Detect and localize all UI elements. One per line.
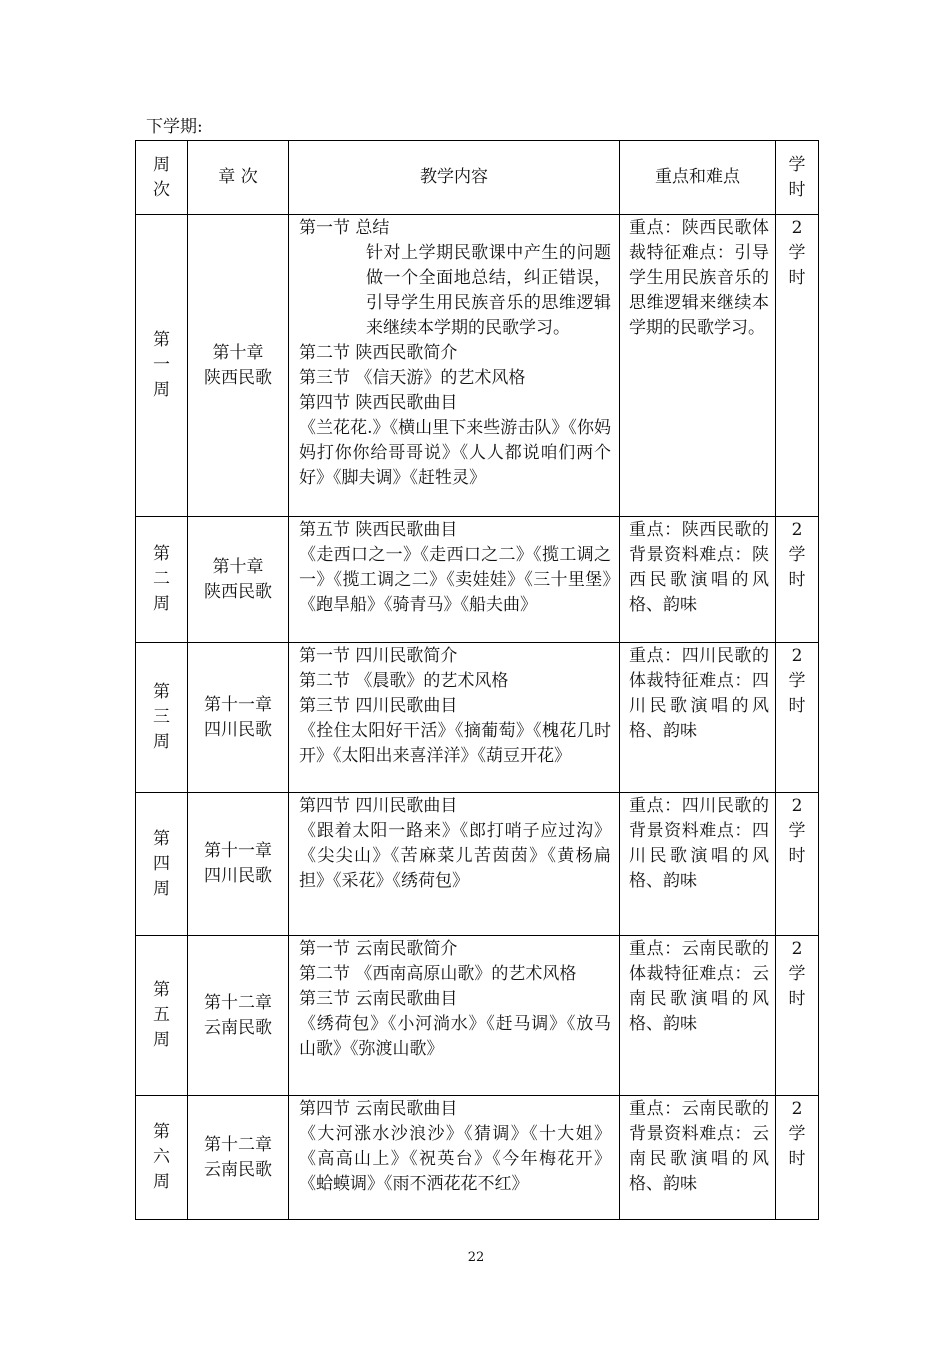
section-title: 第四节 云南民歌曲目 [299, 1099, 458, 1119]
header-chapter: 章 次 [188, 141, 289, 215]
content-cell [289, 936, 620, 1096]
teaching-plan-table [135, 140, 819, 1220]
hours-cell: 2 学 时 [776, 1096, 819, 1220]
section-title: 第五节 陕西民歌曲目 [299, 520, 458, 540]
content-cell [289, 517, 620, 643]
chapter-cell [188, 215, 289, 517]
chapter-cell [188, 1096, 289, 1220]
chapter-number: 第十二章 [204, 1134, 272, 1155]
week-cell: 第三周 [136, 643, 188, 793]
table-row [136, 1096, 819, 1220]
table-row [136, 215, 819, 517]
keypoints-cell: 重点：陕西民歌体裁特征难点：引导学生用民族音乐的思维逻辑来继续本学期的民歌学习。 [620, 215, 776, 517]
section-title: 第一节 云南民歌简介 [299, 939, 458, 959]
chapter-title: 四川民歌 [204, 719, 272, 740]
hours-cell: 2 学 时 [776, 215, 819, 517]
week-cell: 第六周 [136, 1096, 188, 1220]
header-week: 周次 [136, 141, 188, 215]
chapter-cell [188, 936, 289, 1096]
chapter-number: 第十二章 [204, 992, 272, 1013]
table-row [136, 936, 819, 1096]
keypoints-cell: 重点：云南民歌的背景资料难点：云南民歌演唱的风格、韵味 [620, 1096, 776, 1220]
chapter-number: 第十章 [212, 556, 264, 577]
chapter-cell [188, 517, 289, 643]
week-cell: 第四周 [136, 793, 188, 936]
header-content: 教学内容 [289, 141, 620, 215]
section-title: 第三节 四川民歌曲目 [299, 696, 458, 716]
section-title: 第四节 四川民歌曲目 [299, 796, 458, 816]
keypoints-cell: 重点：四川民歌的体裁特征难点：四川民歌演唱的风格、韵味 [620, 643, 776, 793]
hours-cell: 2 学 时 [776, 936, 819, 1096]
section-title: 第一节 总结 [299, 218, 390, 238]
chapter-title: 云南民歌 [204, 1017, 272, 1038]
song-list: 《拴住太阳好干活》《摘葡萄》《槐花几时开》《太阳出来喜洋洋》《葫豆开花》 [299, 721, 611, 766]
song-list: 《跟着太阳一路来》《郎打哨子应过沟》《尖尖山》《苦麻菜儿苦茵茵》《黄杨扁担》《采花》《绣荷包》 [299, 821, 611, 891]
chapter-number: 第十章 [212, 342, 264, 363]
section-description: 针对上学期民歌课中产生的问题做一个全面地总结，纠正错误，引导学生用民族音乐的思维逻辑来继续本学期的民歌学习。 [366, 243, 611, 338]
header-keypoints: 重点和难点 [620, 141, 776, 215]
keypoints-cell: 重点：云南民歌的体裁特征难点：云南民歌演唱的风格、韵味 [620, 936, 776, 1096]
hours-cell: 2 学 时 [776, 517, 819, 643]
section-title: 第四节 陕西民歌曲目 [299, 393, 458, 413]
song-list: 《兰花花.》《横山里下来些游击队》《你妈妈打你你给哥哥说》《人人都说咱们两个好》《脚夫调》《赶牲灵》 [299, 418, 611, 488]
song-list: 《大河涨水沙浪沙》《猜调》《十大姐》《高高山上》《祝英台》《今年梅花开》《蛤蟆调》《雨不洒花花不红》 [299, 1124, 611, 1194]
chapter-title: 云南民歌 [204, 1159, 272, 1180]
header-row [136, 141, 819, 215]
table-row [136, 793, 819, 936]
week-cell: 第五周 [136, 936, 188, 1096]
section-title: 第二节 《晨歌》的艺术风格 [299, 671, 509, 691]
section-title: 第三节 《信天游》的艺术风格 [299, 368, 526, 388]
semester-label: 下学期: [146, 117, 203, 137]
chapter-number: 第十一章 [204, 694, 272, 715]
hours-cell: 2 学 时 [776, 643, 819, 793]
chapter-number: 第十一章 [204, 841, 272, 861]
section-title: 第三节 云南民歌曲目 [299, 989, 458, 1009]
table-row [136, 517, 819, 643]
song-list: 《走西口之一》《走西口之二》《揽工调之一》《揽工调之二》《卖娃娃》《三十里堡》《跑旱船》《骑青马》《船夫曲》 [299, 545, 611, 615]
week-cell: 第二周 [136, 517, 188, 643]
table-row [136, 643, 819, 793]
chapter-cell [188, 793, 289, 936]
keypoints-cell: 重点：陕西民歌的背景资料难点：陕西民歌演唱的风格、韵味 [620, 517, 776, 643]
content-cell [289, 215, 620, 517]
header-hours: 学时 [776, 141, 819, 215]
section-title: 第一节 四川民歌简介 [299, 646, 458, 666]
page-number: 22 [467, 1250, 485, 1265]
content-cell [289, 1096, 620, 1220]
song-list: 《绣荷包》《小河淌水》《赶马调》《放马山歌》《弥渡山歌》 [299, 1014, 611, 1059]
keypoints-cell: 重点：四川民歌的背景资料难点：四川民歌演唱的风格、韵味 [620, 793, 776, 936]
week-cell: 第一周 [136, 215, 188, 517]
chapter-cell [188, 643, 289, 793]
content-cell [289, 793, 620, 936]
chapter-title: 四川民歌 [204, 866, 272, 886]
content-cell [289, 643, 620, 793]
chapter-title: 陕西民歌 [204, 367, 272, 388]
hours-cell: 2 学 时 [776, 793, 819, 936]
section-title: 第二节 《西南高原山歌》的艺术风格 [299, 964, 577, 984]
chapter-title: 陕西民歌 [204, 581, 272, 602]
section-title: 第二节 陕西民歌简介 [299, 343, 458, 363]
